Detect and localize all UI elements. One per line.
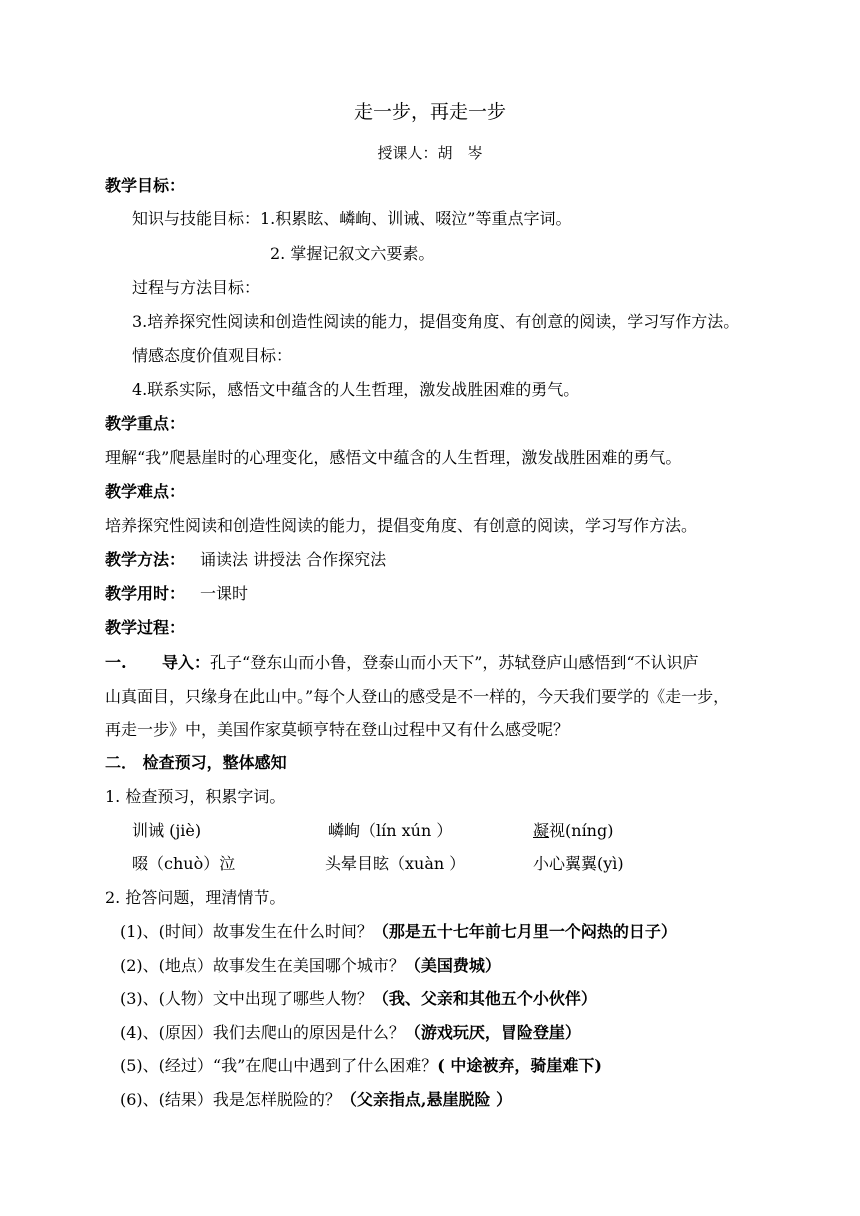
goal-item-3: 3.培养探究性阅读和创造性阅读的能力，提倡变角度、有创意的阅读，学习写作方法。 bbox=[132, 312, 740, 331]
question-4 bbox=[120, 1022, 581, 1044]
key-points-text: 理解“我”爬悬崖时的心理变化，感悟文中蕴含的人生哲理，激发战胜困难的勇气。 bbox=[105, 448, 682, 467]
time-text: 一课时 bbox=[200, 584, 249, 603]
document-title: 走一步，再走一步 bbox=[353, 101, 506, 123]
question-3-answer: （我、父亲和其他五个小伙伴） bbox=[372, 989, 597, 1008]
section-1-number: 一. bbox=[105, 653, 127, 672]
question-1-text: (1)、(时间）故事发生在什么时间？ bbox=[120, 922, 373, 941]
section-1-label: 导入： bbox=[162, 653, 211, 672]
word-1: 训诫 (jiè) bbox=[132, 821, 202, 840]
question-1 bbox=[120, 921, 677, 943]
difficulties-text: 培养探究性阅读和创造性阅读的能力，提倡变角度、有创意的阅读，学习写作方法。 bbox=[105, 516, 698, 535]
goal-knowledge-2: 2. 掌握记叙文六要素。 bbox=[270, 244, 435, 263]
word-5: 头晕目眩（xuàn ） bbox=[325, 854, 466, 873]
author-line: 授课人：胡 岑 bbox=[377, 144, 483, 162]
word-3-char: 凝 bbox=[533, 821, 550, 840]
question-6-text: (6)、(结果）我是怎样脱险的？ bbox=[120, 1090, 341, 1109]
goal-process-label: 过程与方法目标： bbox=[132, 278, 261, 297]
methods-text: 诵读法 讲授法 合作探究法 bbox=[200, 550, 387, 569]
question-2-text: (2)、(地点）故事发生在美国哪个城市？ bbox=[120, 956, 405, 975]
difficulties-heading: 教学难点： bbox=[105, 482, 186, 501]
goals-heading: 教学目标： bbox=[105, 176, 186, 195]
subsection-2: 2. 抢答问题，理清情节。 bbox=[105, 888, 286, 907]
section-1-line-3: 再走一步》中，美国作家莫顿亨特在登山过程中又有什么感受呢？ bbox=[105, 720, 570, 739]
question-4-answer: （游戏玩厌，冒险登崖） bbox=[404, 1023, 581, 1042]
word-3-rest: 视(níng) bbox=[549, 821, 614, 840]
section-1-text: 孔子“登东山而小鲁，登泰山而小天下”，苏轼登庐山感悟到“不认识庐 bbox=[210, 653, 699, 672]
key-points-heading: 教学重点： bbox=[105, 414, 186, 433]
word-4: 啜（chuò）泣 bbox=[132, 854, 236, 873]
question-1-answer: （那是五十七年前七月里一个闷热的日子） bbox=[372, 922, 677, 941]
section-1-line-2: 山真面目，只缘身在此山中。”每个人登山的感受是不一样的，今天我们要学的《走一步， bbox=[105, 687, 730, 706]
question-6 bbox=[120, 1089, 512, 1111]
question-3-text: (3)、(人物）文中出现了哪些人物？ bbox=[120, 989, 373, 1008]
question-4-text: (4)、(原因）我们去爬山的原因是什么？ bbox=[120, 1023, 405, 1042]
word-3 bbox=[533, 820, 613, 842]
question-2-answer: （美国费城） bbox=[404, 956, 501, 975]
question-5-text: (5)、(经过）“我”在爬山中遇到了什么困难？ bbox=[120, 1056, 438, 1075]
question-5 bbox=[120, 1055, 602, 1077]
subsection-1: 1. 检查预习，积累字词。 bbox=[105, 787, 286, 806]
goal-item-4: 4.联系实际，感悟文中蕴含的人生哲理，激发战胜困难的勇气。 bbox=[132, 380, 580, 399]
section-1-line-1 bbox=[162, 652, 699, 674]
question-6-answer: （父亲指点,悬崖脱险 ） bbox=[340, 1090, 513, 1109]
goal-emotion-label: 情感态度价值观目标： bbox=[132, 346, 293, 365]
question-3 bbox=[120, 988, 597, 1010]
question-2 bbox=[120, 955, 501, 977]
process-heading: 教学过程： bbox=[105, 618, 186, 637]
goal-knowledge: 知识与技能目标：1.积累眩、嶙峋、训诫、啜泣”等重点字词。 bbox=[132, 209, 572, 228]
methods-heading: 教学方法： bbox=[105, 550, 186, 569]
section-2-heading: 二． 检查预习，整体感知 bbox=[105, 753, 287, 772]
question-5-answer: ( 中途被弃，骑崖难下) bbox=[437, 1056, 602, 1075]
word-2: 嶙峋（lín xún ） bbox=[328, 821, 453, 840]
word-6: 小心翼翼(yì) bbox=[533, 854, 624, 873]
time-heading: 教学用时： bbox=[105, 584, 186, 603]
